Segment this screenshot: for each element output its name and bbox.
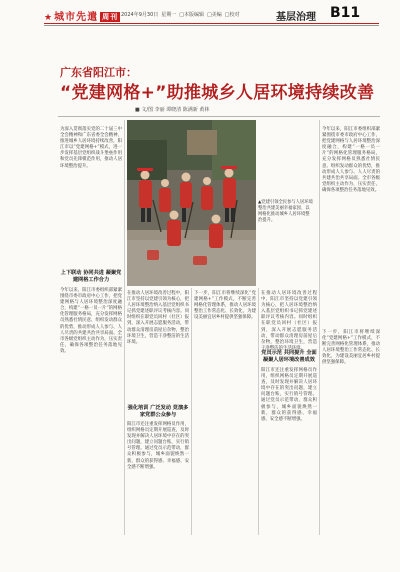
paragraph-4: 下一步，阳江市将继续深化“党建网格+”工作模式，不断完善网格化管理体系，推动人居环境整治工作常态化、长效化，为建设美丽宜居乡村提供坚强保障。 bbox=[194, 291, 256, 321]
article-headline: “党建网格+”助推城乡人居环境持续改善 bbox=[60, 83, 375, 103]
masthead bbox=[0, 0, 400, 52]
logo-text: 城市先遣 bbox=[54, 12, 99, 23]
issue-meta bbox=[121, 11, 243, 18]
star-icon: ★ bbox=[44, 13, 54, 23]
paragraph-4-cont: 下一步，阳江市将继续深化“党建网格+”工作模式，不断完善网格化管理体系，推动人居环境整治工作常态化、长效化，为建设美丽宜居乡村提供坚强保障。 bbox=[322, 330, 380, 366]
paragraph-2: 在推动人居环境改善过程中，阳江市坚持以党建引领为核心，把人居环境整治纳入基层党组织书记抓党建述职评议考核内容。同时组织在职党员回村（社区）报到，深入开展志愿服务活动，带动群众清理房前屋后杂物，整治环境卫生，营造干净整洁的生活环境。 bbox=[127, 291, 189, 345]
masthead-rule bbox=[44, 23, 379, 24]
column-divider bbox=[319, 120, 320, 535]
page-number: B11 bbox=[330, 5, 361, 21]
column-divider bbox=[124, 120, 125, 535]
paragraph-1-cont: 今年以来，阳江市委组织部紧紧围绕市委市政府中心工作，把党建网格与人居环境整治深度融合，构建“一格一员一片”的网格化管理服务格局，充分发挥网格员熟悉社情民意、组织发动群众的优势，推动形成人人参与、人人尽责的共建共治共享局面。全市各级党组织主动作为，压实责任，确保各项整治任务落地见效。 bbox=[322, 127, 380, 193]
article-kicker: 广东省阳江市： bbox=[60, 66, 137, 79]
logo-tag: 周刊 bbox=[102, 13, 119, 21]
masthead-rule-thin bbox=[44, 25, 379, 26]
section-title: 基层治理 bbox=[276, 12, 316, 23]
headline-rule bbox=[58, 116, 380, 117]
column-divider bbox=[191, 288, 192, 535]
paragraph-2-cont: 在推动人居环境改善过程中，阳江市坚持以党建引领为核心，把人居环境整治纳入基层党组织书记抓党建述职评议考核内容。同时组织在职党员回村（社区）报到，深入开展志愿服务活动，带动群众清理房前屋后杂物，整治环境卫生，营造干净整洁的生活环境。 bbox=[261, 291, 317, 351]
intro-paragraph: 为深入贯彻落实党的二十届三中全会精神和广东省委全会精神，推进城乡人居环境持续改善，阳江市以“党建网格+”模式，进一步发挥基层党组织战斗堡垒作用和党员先锋模范作用，推动人居环境整治提升。 bbox=[60, 127, 122, 169]
proof-label: □校对 bbox=[224, 12, 240, 18]
paragraph-3: 阳江市还注重发挥网格员作用，组织网格员定期开展巡查，及时发现并解决人居环境中存在的突出问题，建立问题台账，实行销号管理。通过党员示范带动，群众积极参与，城乡面貌焕然一新，群众的获得感、幸福感、安全感不断增强。 bbox=[127, 422, 189, 470]
paragraph-3-cont: 阳江市还注重发挥网格员作用，组织网格员定期开展巡查，及时发现并解决人居环境中存在的突出问题，建立问题台账，实行销号管理。通过党员示范带动，群众积极参与，城乡面貌焕然一新，群众的获得感、幸福感、安全感不断增强。 bbox=[261, 368, 317, 422]
issue-date: 2024年9月30日 bbox=[121, 12, 159, 18]
designer-label: □美编 bbox=[207, 12, 222, 18]
article-photo bbox=[127, 120, 256, 286]
subhead-3: 党员示范 共同提升 全面凝聚人居环境改善成效 bbox=[261, 350, 317, 363]
article-byline: ■ 文/图 李丽 谭晓清 陈满新 黄林 bbox=[135, 107, 210, 113]
subhead-2: 强化培训 广泛发动 竞演多家党群公众参与 bbox=[127, 405, 189, 418]
subhead-1: 上下联动 协同共进 凝聚党建网格工作合力 bbox=[60, 270, 122, 283]
newspaper-logo bbox=[44, 8, 120, 23]
photo-caption: ▲党建引领全民参与人居环境整治共建美丽幸福家园、以网格化推动城乡人居环境整治提升。 bbox=[258, 200, 313, 223]
column-divider bbox=[258, 288, 259, 535]
paragraph-1: 今年以来，阳江市委组织部紧紧围绕市委市政府中心工作，把党建网格与人居环境整治深度融合，构建“一格一员一片”的网格化管理服务格局，充分发挥网格员熟悉社情民意、组织发动群众的优势，推动形成人人参与、人人尽责的共建共治共享局面。全市各级党组织主动作为，压实责任，确保各项整治任务落地见效。 bbox=[60, 288, 122, 354]
issue-weekday: 星期一 bbox=[161, 12, 177, 18]
editor-label: □本版编辑 bbox=[179, 12, 205, 18]
